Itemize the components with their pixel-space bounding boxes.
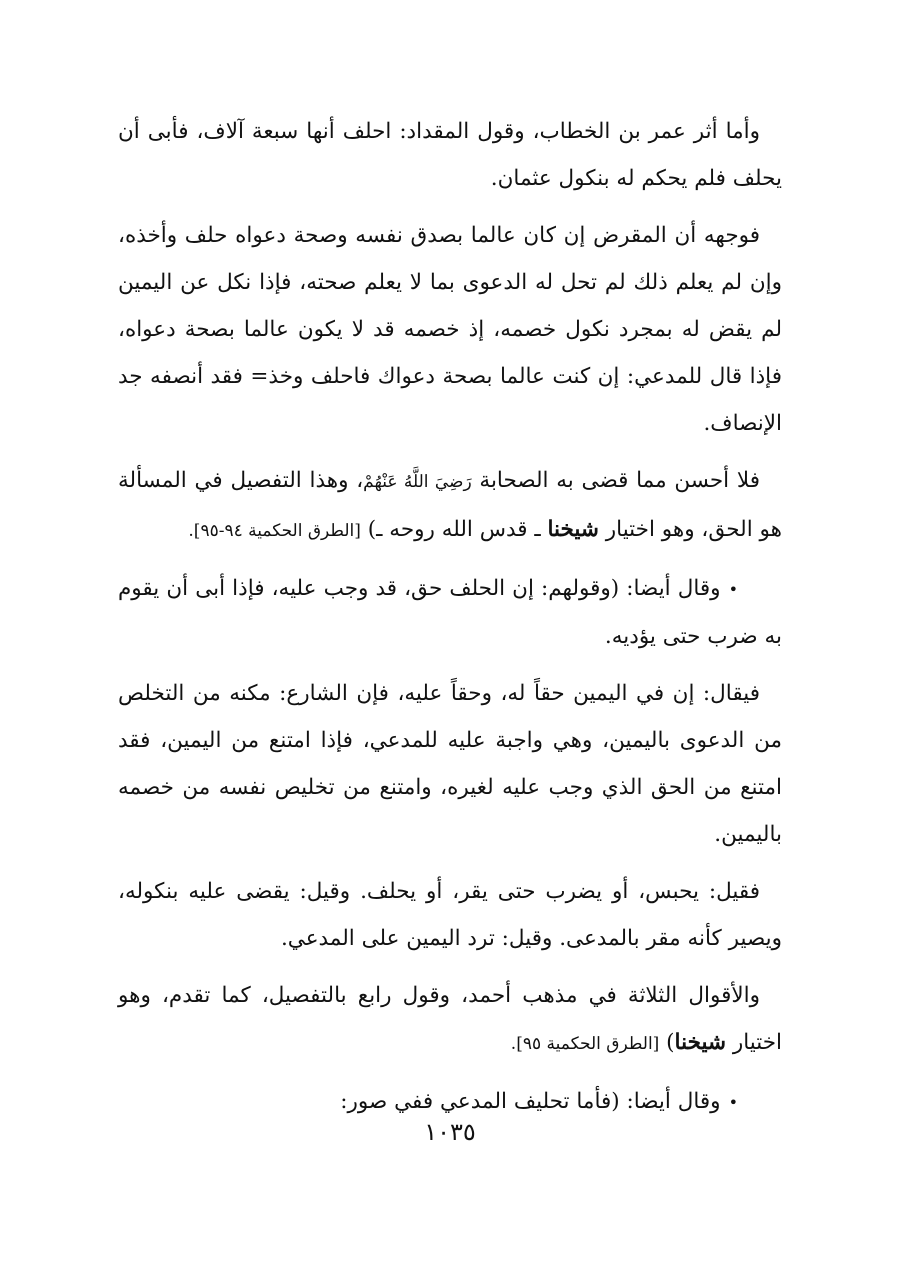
paragraph-three-views xyxy=(118,972,782,1068)
paragraph-lender-reasoning xyxy=(118,212,782,447)
paragraph-companions-ruling xyxy=(118,457,782,555)
paragraph-text: وقال أيضا: (وقولهم: إن الحلف حق، قد وجب عليه، فإذا أبى أن يقوم به ضرب حتى يؤديه. xyxy=(118,576,782,649)
paragraph-text: فيقال: إن في اليمين حقاً له، وحقاً عليه، فإن الشارع: مكنه من التخلص من الدعوى باليمين، وهي واجبة عليه للمدعي، فإذا امتنع من اليمين، فقد امتنع من الحق الذي وجب عليه لغيره، وامتنع من تخليص نفسه من خصمه باليمين. xyxy=(118,681,782,847)
sheikh-name: شيخنا xyxy=(547,517,599,542)
page-body xyxy=(118,108,782,1136)
paragraph-text: فلا أحسن مما قضى به الصحابة xyxy=(479,468,760,493)
paragraph-text: فوجهه أن المقرض إن كان عالما بصدق نفسه وصحة دعواه حلف وأخذه، وإن لم يعلم ذلك لم تحل له الدعوى بما لا يعلم صحته، فإذا نكل عن اليمين لم يقض له بمجرد نكول خصمه، إذ خصمه قد لا يكون عالما بصحة دعواه، فإذا قال للمدعي: إن كنت عالما بصحة دعواك فاحلف وخذ= فقد أنصفه جد الإنصاف. xyxy=(118,223,782,436)
paragraph-text: ) xyxy=(666,1030,675,1055)
sheikh-name: شيخنا xyxy=(674,1030,726,1055)
bullet-icon: • xyxy=(728,1093,738,1112)
paragraph-text: وقال أيضا: (فأما تحليف المدعي ففي صور: xyxy=(340,1089,721,1114)
citation-reference: [الطرق الحكمية ٩٤-٩٥]. xyxy=(188,521,361,541)
paragraph-text: ـ قدس الله روحه ـ) xyxy=(367,517,541,542)
paragraph-oath-duty xyxy=(118,670,782,858)
paragraph-text: والأقوال الثلاثة في مذهب أحمد، وقول رابع بالتفصيل، كما تقدم، وهو اختيار xyxy=(118,983,782,1055)
honorific-phrase: رَضِيَ اللَّهُ عَنْهُمْ xyxy=(363,472,472,492)
paragraph-oath-right-quote xyxy=(118,565,782,660)
bullet-icon: • xyxy=(728,580,738,599)
paragraph-text: وأما أثر عمر بن الخطاب، وقول المقداد: احلف أنها سبعة آلاف، فأبى أن يحلف فلم يحكم له بنكول عثمان. xyxy=(118,119,782,191)
citation-reference: [الطرق الحكمية ٩٥]. xyxy=(510,1034,660,1054)
paragraph-text: ، وهذا التفصيل في المسألة هو الحق، وهو اختيار xyxy=(118,468,782,542)
paragraph-umar-athar xyxy=(118,108,782,202)
paragraph-opinions xyxy=(118,868,782,962)
paragraph-text: فقيل: يحبس، أو يضرب حتى يقر، أو يحلف. وقيل: يقضى عليه بنكوله، ويصير كأنه مقر بالمدعى. وقيل: ترد اليمين على المدعي. xyxy=(118,879,782,951)
page-number: ١٠٣٥ xyxy=(424,1118,476,1146)
